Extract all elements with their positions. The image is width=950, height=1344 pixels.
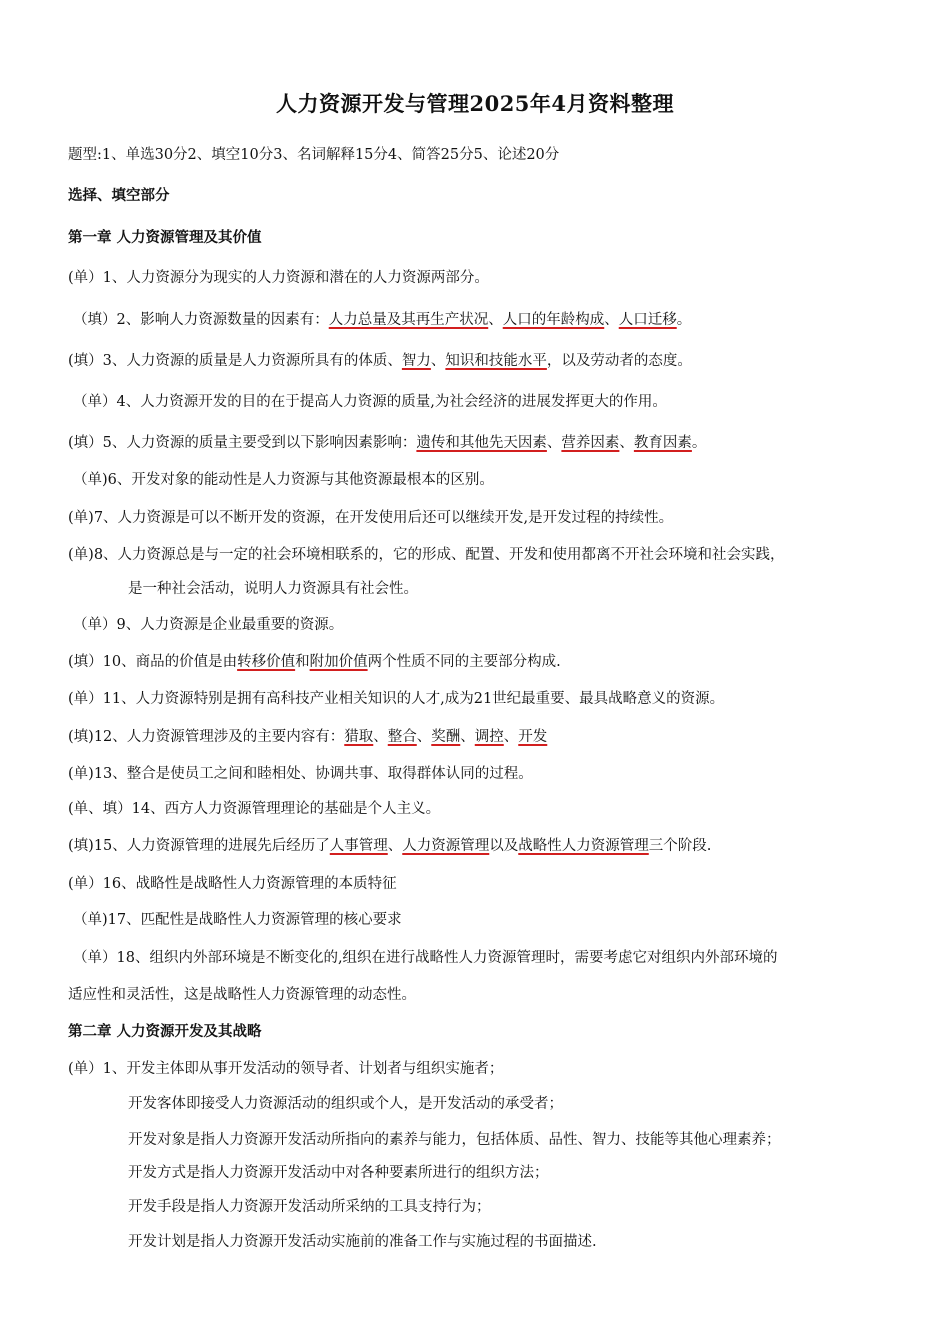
item-1-9: （单）9、人力资源是企业最重要的资源。 [73, 617, 344, 633]
text: 、 [488, 312, 503, 328]
text: （填）2、影响人力资源数量的因素有： [73, 312, 329, 328]
item-1-17: （单)17、匹配性是战略性人力资源管理的核心要求 [73, 912, 402, 928]
item-1-8-continued: 是一种社会活动，说明人力资源具有社会性。 [128, 581, 418, 597]
text: (填）3、人力资源的质量是人力资源所具有的体质、 [68, 353, 402, 369]
answer-blank: 战略性人力资源管理 [518, 838, 649, 854]
answer-blank: 人事管理 [329, 838, 388, 854]
answer-blank: 营养因素 [561, 435, 620, 451]
text: 、 [460, 729, 475, 745]
chapter2-heading: 第二章 人力资源开发及其战略 [68, 1023, 262, 1040]
item-1-10 [68, 652, 561, 672]
question-type-line: 题型:1、单选30分2、填空10分3、名词解释15分4、简答25分5、论述20分 [68, 147, 560, 163]
item-1-5 [68, 433, 706, 453]
text: 以及 [489, 838, 519, 854]
text: 。 [691, 435, 707, 451]
item-1-11: (单）11、人力资源特别是拥有高科技产业相关知识的人才,成为21世纪最重要、最具战略意义的资源。 [68, 691, 725, 707]
answer-blank: 猎取 [344, 729, 374, 745]
item-1-13: (单)13、整合是使员工之间和睦相处、协调共事、取得群体认同的过程。 [68, 766, 533, 782]
text: 、 [546, 435, 562, 451]
answer-blank: 人力资源管理 [402, 838, 490, 854]
answer-blank: 附加价值 [309, 654, 368, 670]
answer-blank: 智力 [401, 353, 431, 369]
answer-blank: 开发 [518, 729, 548, 745]
item-1-1: (单）1、人力资源分为现实的人力资源和潜在的人力资源两部分。 [68, 270, 489, 286]
text: (填）5、人力资源的质量主要受到以下影响因素影响： [68, 435, 417, 451]
answer-blank: 遗传和其他先天因素 [416, 435, 547, 451]
item-2-1-plan: 开发计划是指人力资源开发活动实施前的准备工作与实施过程的书面描述. [128, 1234, 597, 1250]
text: (填)15、人力资源管理的进展先后经历了 [68, 838, 330, 854]
item-1-16: (单）16、战略性是战略性人力资源管理的本质特征 [68, 876, 397, 892]
text: 、 [503, 729, 519, 745]
document-title: 人力资源开发与管理2025年4月资料整理 [275, 91, 675, 116]
text: 和 [295, 654, 310, 670]
answer-blank: 奖酬 [431, 729, 461, 745]
item-1-12 [68, 727, 547, 747]
item-1-15 [68, 836, 711, 856]
answer-blank: 人口的年龄构成 [502, 312, 605, 328]
item-2-1-target: 开发对象是指人力资源开发活动所指向的素养与能力，包括体质、品性、智力、技能等其他心理素养； [128, 1132, 781, 1148]
item-1-4: （单）4、人力资源开发的目的在于提高人力资源的质量,为社会经济的进展发挥更大的作用。 [73, 394, 667, 410]
answer-blank: 人力总量及其再生产状况 [328, 312, 489, 328]
item-2-1-method: 开发方式是指人力资源开发活动中对各种要素所进行的组织方法； [128, 1165, 549, 1181]
text: 、 [373, 729, 388, 745]
answer-blank: 人口迁移 [618, 312, 677, 328]
answer-blank: 教育因素 [633, 435, 692, 451]
item-1-2 [73, 310, 691, 330]
answer-blank: 调控 [474, 729, 504, 745]
text: 、 [619, 435, 634, 451]
item-1-18: （单）18、组织内外部环境是不断变化的,组织在进行战略性人力资源管理时，需要考虑它对组织内外部环境的 [73, 950, 778, 966]
text: 、 [430, 353, 446, 369]
item-1-8: (单)8、人力资源总是与一定的社会环境相联系的，它的形成、配置、开发和使用都离不开社会环境和社会实践， [68, 547, 785, 563]
text: 两个性质不同的主要部分构成. [367, 654, 561, 670]
item-2-1-means: 开发手段是指人力资源开发活动所采纳的工具支持行为； [128, 1199, 491, 1215]
item-1-6: （单)6、开发对象的能动性是人力资源与其他资源最根本的区别。 [73, 472, 494, 488]
item-1-3 [68, 351, 692, 371]
item-2-1: (单）1、开发主体即从事开发活动的领导者、计划者与组织实施者； [68, 1061, 504, 1077]
answer-blank: 转移价值 [237, 654, 296, 670]
text: 三个阶段. [648, 838, 712, 854]
text: (填)12、人力资源管理涉及的主要内容有： [68, 729, 345, 745]
text: 、 [604, 312, 619, 328]
answer-blank: 整合 [387, 729, 417, 745]
item-2-1-object: 开发客体即接受人力资源活动的组织或个人，是开发活动的承受者； [128, 1096, 563, 1112]
answer-blank: 知识和技能水平 [445, 353, 547, 369]
item-1-7: (单)7、人力资源是可以不断开发的资源，在开发使用后还可以继续开发,是开发过程的持续性。 [68, 510, 674, 526]
text: ，以及劳动者的态度。 [546, 353, 692, 369]
chapter1-heading: 第一章 人力资源管理及其价值 [68, 229, 262, 246]
item-1-14: (单、填）14、西方人力资源管理理论的基础是个人主义。 [68, 801, 441, 817]
text: (填）10、商品的价值是由 [68, 654, 238, 670]
item-1-18-continued: 适应性和灵活性，这是战略性人力资源管理的动态性。 [68, 987, 416, 1003]
text: 。 [676, 312, 692, 328]
section-heading: 选择、填空部分 [68, 187, 170, 204]
text: 、 [387, 838, 403, 854]
text: 、 [416, 729, 432, 745]
